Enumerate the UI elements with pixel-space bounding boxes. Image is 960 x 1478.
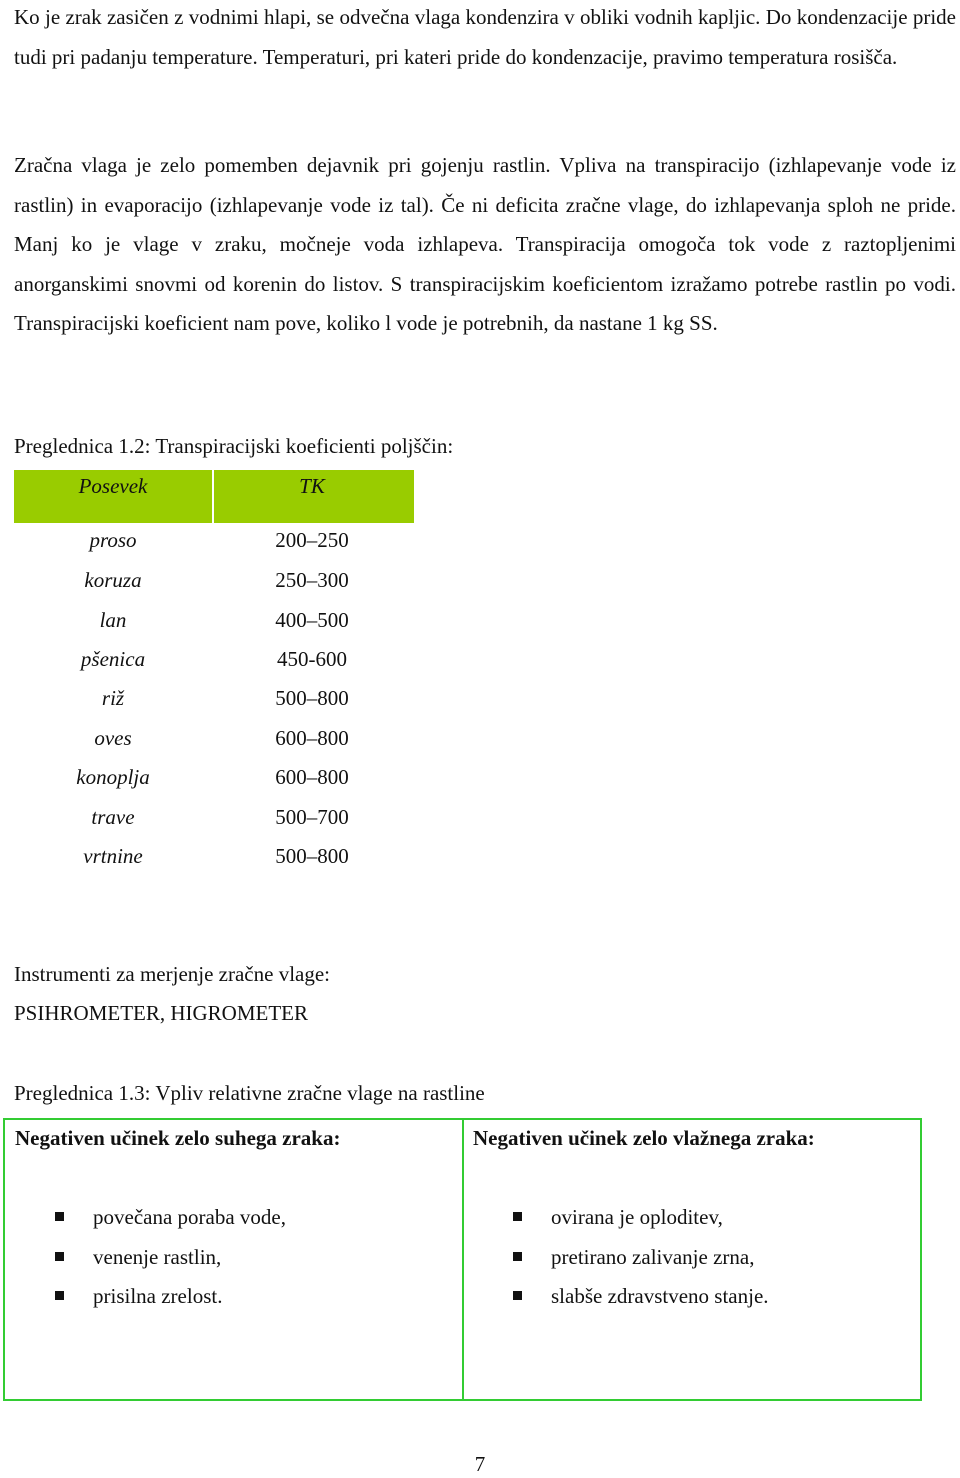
table1-header-posevek: Posevek [78, 474, 148, 498]
humidity-paragraph: Zračna vlaga je zelo pomemben dejavnik pri gojenju rastlin. Vpliva na transpiracijo (izhlapevanje vode iz rastlin) in evaporacijo (izhlapevanje vode iz tal). Če ni deficita zračne vlage, do izhlapevanja sploh ne pride. Manj ko je vlage v zraku, močneje voda izhlapeva. Transpiracija omogoča tok vode z raztopljenimi anorganskimi snovmi od korenin do listov. S transpiracijskim koeficientom izražamo potrebe rastlin po vodi. Transpiracijski koeficient nam pove, koliko l vode je potrebnih, da nastane 1 kg SS. [14, 153, 956, 335]
crop-name: oves [94, 726, 132, 750]
table-row [14, 678, 414, 718]
instruments-value: PSIHROMETER, HIGROMETER [14, 1001, 309, 1025]
table-row [14, 718, 414, 758]
list-item [55, 1238, 286, 1278]
tk-value: 500–800 [275, 844, 349, 868]
list-item-text: pretirano zalivanje zrna, [551, 1244, 755, 1269]
table-row [14, 836, 414, 876]
table1-header-row [14, 470, 414, 523]
table2 [3, 1118, 922, 1401]
tk-value: 600–800 [275, 726, 349, 750]
list-item [55, 1198, 286, 1238]
crop-name: lan [99, 608, 127, 632]
table-row [14, 757, 414, 797]
intro-paragraph: Ko je zrak zasičen z vodnimi hlapi, se odvečna vlaga kondenzira v obliki vodnih kapljic. Do kondenzacije pride tudi pri padanju temperature. Temperaturi, pri kateri pride do kondenzacije, pravimo temperatura rosišča. [14, 5, 956, 69]
table-row [14, 600, 414, 640]
tk-value: 500–800 [275, 686, 349, 710]
instruments-label: Instrumenti za merjenje zračne vlage: [14, 962, 331, 986]
list-item [513, 1198, 769, 1238]
crop-name: pšenica [80, 647, 146, 671]
tk-value: 500–700 [275, 805, 349, 829]
tk-value: 250–300 [275, 568, 349, 592]
list-item-text: slabše zdravstveno stanje. [551, 1284, 769, 1308]
crop-name: vrtnine [83, 844, 143, 868]
crop-name: konoplja [76, 765, 150, 789]
crop-name: riž [101, 686, 125, 710]
crop-name: koruza [84, 568, 142, 592]
table2-caption: Preglednica 1.3: Vpliv relativne zračne vlage na rastline [14, 1081, 485, 1105]
table-row [14, 797, 414, 837]
tk-value: 400–500 [275, 608, 349, 632]
table2-divider [462, 1120, 464, 1399]
list-item-text: prisilna zrelost. [93, 1284, 223, 1308]
table-row [14, 639, 414, 679]
list-item [513, 1238, 769, 1278]
tk-value: 450-600 [277, 647, 347, 671]
table1-caption: Preglednica 1.2: Transpiracijski koeficienti poljščin: [14, 434, 454, 458]
crop-name: trave [91, 805, 135, 829]
page-number: 7 [474, 1452, 486, 1476]
square-bullet-icon [513, 1212, 522, 1221]
list-item-text: ovirana je oploditev, [551, 1205, 723, 1229]
tk-value: 600–800 [275, 765, 349, 789]
list-item-text: povečana poraba vode, [93, 1205, 286, 1229]
square-bullet-icon [513, 1291, 522, 1300]
square-bullet-icon [55, 1252, 64, 1261]
tk-value: 200–250 [275, 528, 349, 552]
table-row [14, 520, 414, 560]
square-bullet-icon [55, 1212, 64, 1221]
square-bullet-icon [513, 1252, 522, 1261]
table2-header-dry: Negativen učinek zelo suhega zraka: [15, 1126, 341, 1150]
square-bullet-icon [55, 1291, 64, 1300]
list-item [55, 1277, 286, 1317]
list-item-text: venenje rastlin, [93, 1244, 222, 1269]
crop-name: proso [89, 528, 137, 552]
list-item [513, 1277, 769, 1317]
humid-air-effects-list [513, 1198, 769, 1317]
table-row [14, 560, 414, 600]
table1-header-tk: TK [299, 474, 325, 498]
dry-air-effects-list [55, 1198, 286, 1317]
table2-header-humid: Negativen učinek zelo vlažnega zraka: [473, 1126, 815, 1150]
